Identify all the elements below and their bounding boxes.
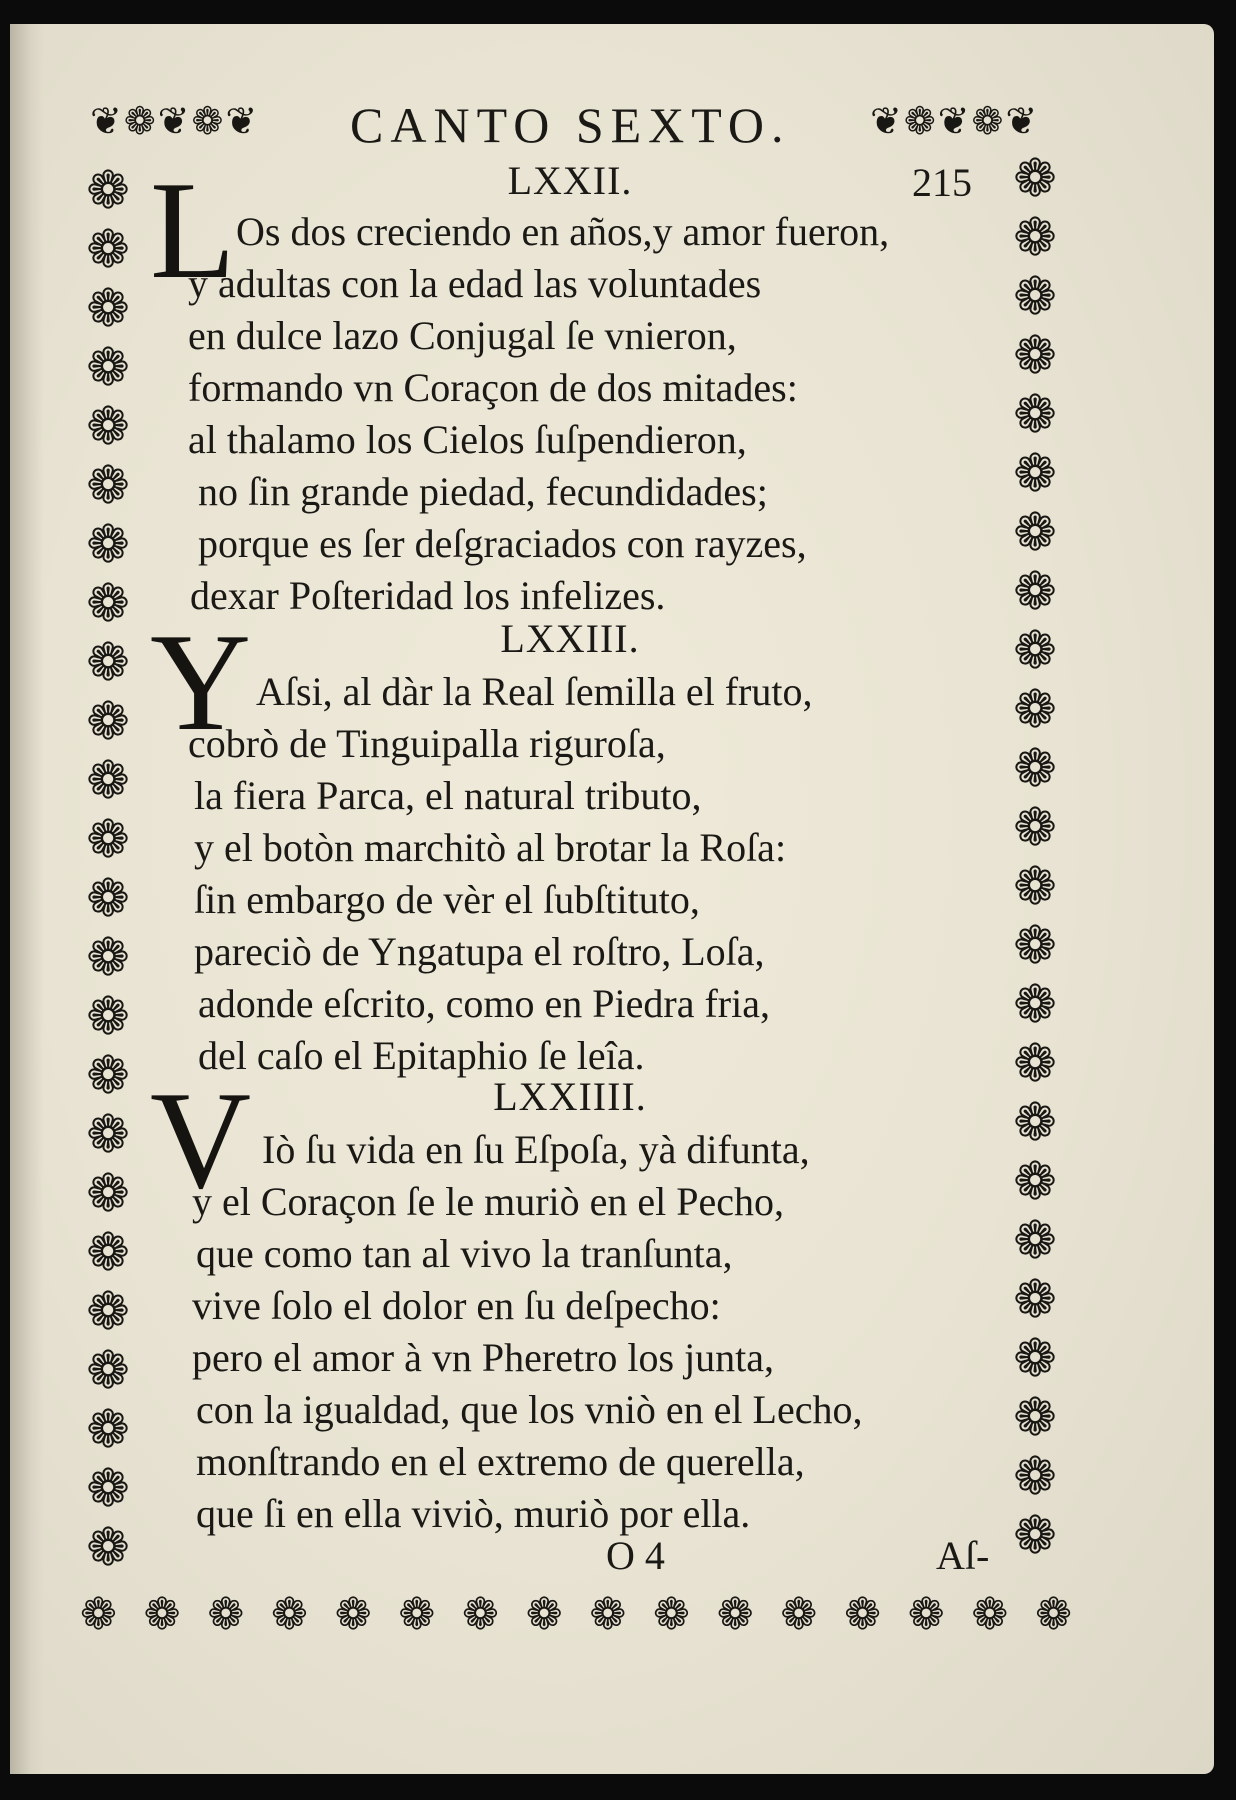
bottom-ornament-row [80,1584,1072,1646]
fleuron-icon: ❁ [86,1164,130,1224]
fleuron-icon: ❁ [86,1046,130,1106]
fleuron-icon: ❁ [780,1589,818,1640]
stanza-numeral: LXXIIII. [493,1074,647,1119]
verse-line: Os dos creciendo en años,y amor fueron, [236,209,890,254]
verse-line: al thalamo los Cielos ſuſpendieron, [188,417,747,462]
fleuron-icon: ❁ [1013,326,1057,386]
fleuron-icon: ❁ [86,1341,130,1401]
fleuron-icon: ❁ [86,338,130,398]
fleuron-icon: ❁ [86,751,130,811]
page-gutter [10,24,44,1774]
fleuron-icon: ❁ [525,1589,563,1640]
left-ornament-column [78,162,138,1580]
fleuron-icon: ❁ [1013,1034,1057,1094]
fleuron-icon: ❁ [1035,1589,1072,1640]
verse-line: Aſsi, al dàr la Real ſemilla el fruto, [256,669,813,714]
fleuron-icon: ❁ [143,1589,181,1640]
verse-line: que como tan al vivo la tranſunta, [196,1231,733,1276]
verse-line: pareciò de Yngatupa el roſtro, Loſa, [194,929,765,974]
verse-line: ſin embargo de vèr el ſubſtituto, [194,877,700,922]
fleuron-icon: ❁ [86,574,130,634]
fleuron-icon: ❁ [398,1589,436,1640]
fleuron-icon: ❁ [86,515,130,575]
fleuron-icon: ❁ [1013,798,1057,858]
fleuron-icon: ❁ [1013,1388,1057,1448]
fleuron-icon: ❁ [86,692,130,752]
stanza-lxxii [150,152,980,618]
stanza-numeral: LXXIII. [500,616,640,661]
verse-line: monſtrando en el extremo de querella, [196,1439,805,1484]
fleuron-icon: ❁ [86,1282,130,1342]
verse-line: con la igualdad, que los vniò en el Lecho, [196,1387,863,1432]
top-right-ornament-band: ❦❁❦❁❦ [870,99,1040,143]
fleuron-icon: ❁ [907,1589,945,1640]
fleuron-icon: ❁ [86,987,130,1047]
running-head: CANTO SEXTO. [350,97,791,153]
fleuron-icon: ❁ [653,1589,690,1640]
fleuron-icon: ❁ [1013,503,1057,563]
drop-cap: V [150,1063,252,1218]
verse-line: vive ſolo el dolor en ſu deſpecho: [192,1283,721,1328]
top-left-ornament-band: ❦❁❦❁❦ [90,99,260,143]
fleuron-icon: ❁ [1013,150,1057,209]
catchword: Aſ- [936,1533,990,1578]
fleuron-icon: ❁ [1013,680,1057,740]
verse-line: adonde eſcrito, como en Piedra fria, [198,981,770,1026]
stanza-lxxiii [150,605,980,1078]
fleuron-icon: ❁ [86,869,130,929]
fleuron-icon: ❁ [1013,208,1057,268]
verse-line: la fiera Parca, el natural tributo, [194,773,702,818]
fleuron-icon: ❁ [1013,1270,1057,1330]
fleuron-icon: ❁ [1013,1506,1057,1566]
fleuron-icon: ❁ [86,1400,130,1460]
drop-cap: Y [150,605,252,760]
fleuron-icon: ❁ [1013,739,1057,799]
fleuron-icon: ❁ [1013,1447,1057,1507]
verse-line: no ſin grande piedad, fecundidades; [198,469,768,514]
verse-line: que ſi en ella viviò, muriò por ella. [196,1491,751,1536]
fleuron-icon: ❁ [86,397,130,457]
fleuron-icon: ❁ [1013,1093,1057,1153]
fleuron-icon: ❁ [80,1589,117,1640]
fleuron-icon: ❁ [844,1589,881,1640]
fleuron-icon: ❁ [1013,562,1057,622]
fleuron-icon: ❁ [716,1589,754,1640]
fleuron-icon: ❁ [86,1223,130,1283]
verse-line: cobrò de Tinguipalla riguroſa, [188,721,666,766]
fleuron-icon: ❁ [207,1589,245,1640]
fleuron-icon: ❁ [86,220,130,280]
fleuron-icon: ❁ [334,1589,372,1640]
fleuron-icon: ❁ [1013,1329,1057,1389]
fleuron-icon: ❁ [271,1589,308,1640]
right-ornament-column [1005,150,1065,1580]
fleuron-icon: ❁ [86,279,130,339]
stanza-lxxiiii [150,1063,980,1536]
verse-line: y adultas con la edad las voluntades [188,261,762,306]
signature-mark: O 4 [606,1533,665,1578]
fleuron-icon: ❁ [1013,857,1057,917]
fleuron-icon: ❁ [1013,975,1057,1035]
fleuron-icon: ❁ [86,456,130,516]
fleuron-icon: ❁ [86,1105,130,1165]
verse-line: en dulce lazo Conjugal ſe vnieron, [188,313,737,358]
fleuron-icon: ❁ [589,1589,627,1640]
fleuron-icon: ❁ [1013,1211,1057,1271]
fleuron-icon: ❁ [1013,916,1057,976]
fleuron-icon: ❁ [86,1518,130,1578]
fleuron-icon: ❁ [86,928,130,988]
verse-line: pero el amor à vn Pheretro los junta, [192,1335,775,1380]
fleuron-icon: ❁ [1013,621,1057,681]
fleuron-icon: ❁ [971,1589,1009,1640]
fleuron-icon: ❁ [86,633,130,693]
fleuron-icon: ❁ [86,1459,130,1519]
verse-line: formando vn Coraçon de dos mitades: [188,365,798,410]
drop-cap: L [150,153,236,308]
verse-line: y el Coraçon ſe le muriò en el Pecho, [192,1179,785,1224]
verse-line: y el botòn marchitò al brotar la Roſa: [194,825,787,870]
fleuron-icon: ❁ [86,162,130,221]
fleuron-icon: ❁ [1013,1152,1057,1212]
fleuron-icon: ❁ [462,1589,499,1640]
fleuron-icon: ❁ [1013,385,1057,445]
verse-line: porque es ſer deſgraciados con rayzes, [198,521,807,566]
fleuron-icon: ❁ [1013,444,1057,504]
fleuron-icon: ❁ [1013,267,1057,327]
fleuron-icon: ❁ [86,810,130,870]
page-number: 215 [912,160,972,205]
verse-line: del caſo el Epitaphio ſe leîa. [198,1033,645,1078]
verse-line: dexar Poſteridad los infelizes. [190,573,666,618]
stanza-numeral: LXXII. [507,158,633,203]
verse-line: Iò ſu vida en ſu Eſpoſa, yà difunta, [262,1127,810,1172]
